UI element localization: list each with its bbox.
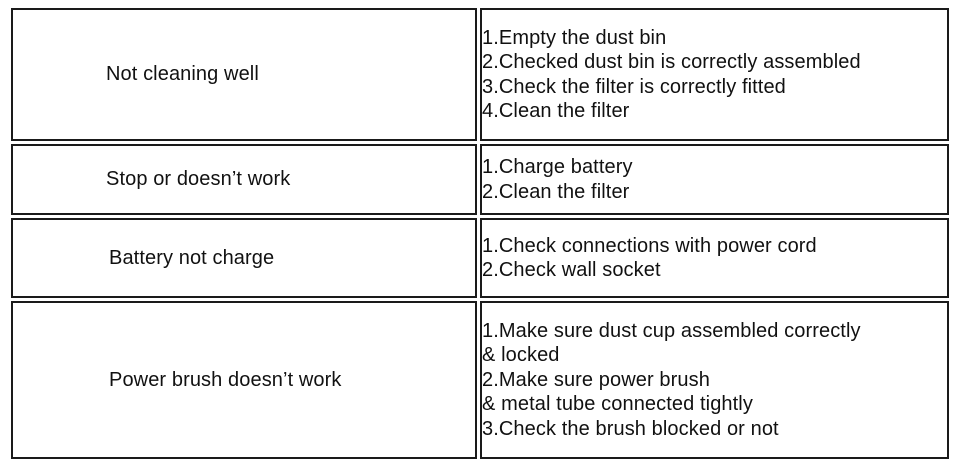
table-row — [11, 144, 949, 215]
solution-line: 4.Clean the filter — [482, 100, 630, 122]
solution-line: 1.Empty the dust bin — [482, 26, 667, 49]
table-row — [11, 8, 949, 141]
solution-line: 2.Checked dust bin is correctly assembled — [482, 51, 861, 73]
solution-line: 1.Charge battery — [482, 156, 633, 178]
solution-cell — [480, 218, 949, 298]
problem-text: Battery not charge — [109, 246, 275, 269]
solution-line: 1.Check connections with power cord — [482, 234, 817, 257]
solution-cell — [480, 144, 949, 215]
solution-cell — [480, 8, 949, 141]
solution-line: 3.Check the brush blocked or not — [482, 417, 779, 440]
solution-line: 2.Check wall socket — [482, 259, 661, 281]
problem-cell — [11, 218, 477, 298]
solution-line: & metal tube connected tightly — [482, 393, 753, 416]
problem-text: Power brush doesn’t work — [109, 368, 342, 391]
problem-text: Stop or doesn’t work — [106, 168, 291, 191]
troubleshooting-table-container — [8, 5, 952, 457]
table-row — [11, 218, 949, 298]
solution-line: 2.Make sure power brush — [482, 368, 710, 391]
solution-line: 1.Make sure dust cup assembled correctly — [482, 319, 861, 342]
problem-cell — [11, 144, 477, 215]
problem-cell — [11, 8, 477, 141]
problem-text: Not cleaning well — [106, 63, 259, 86]
solution-line: 2.Clean the filter — [482, 180, 630, 203]
solution-line: 3.Check the filter is correctly fitted — [482, 75, 786, 98]
troubleshooting-table — [8, 5, 952, 462]
solution-cell — [480, 301, 949, 459]
table-row — [11, 301, 949, 459]
solution-line: & locked — [482, 344, 560, 367]
problem-cell — [11, 301, 477, 459]
